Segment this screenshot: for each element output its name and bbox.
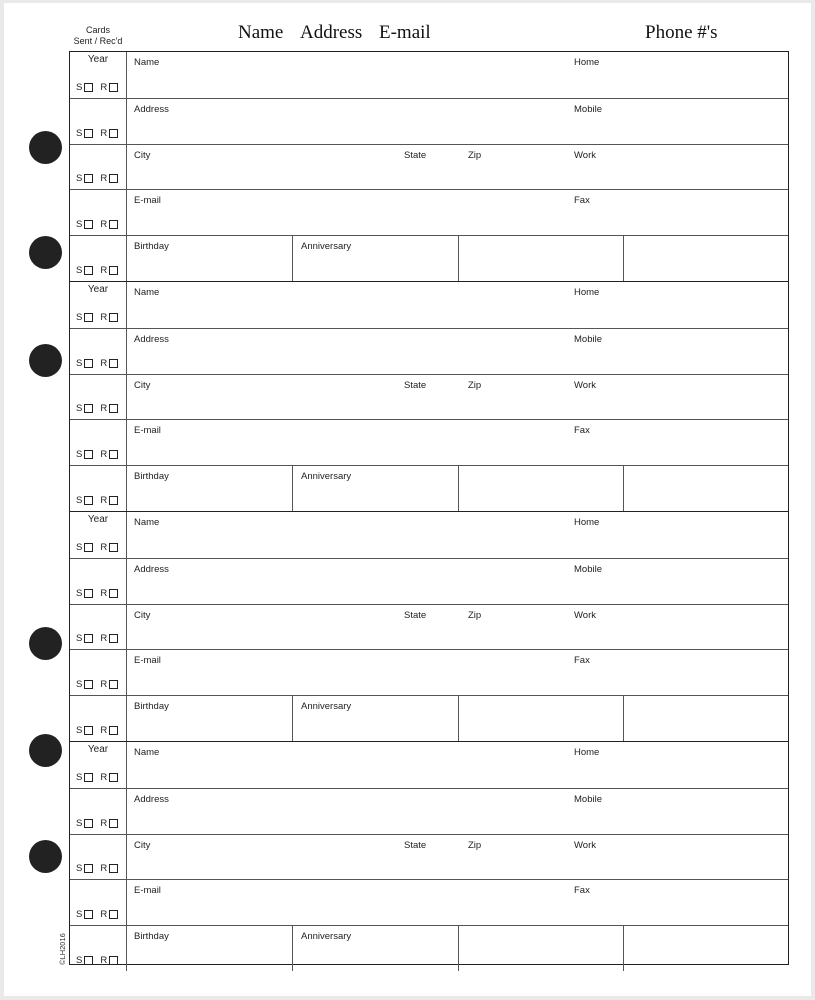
year-label: Year — [87, 743, 109, 755]
sent-received-checkboxes — [76, 542, 123, 553]
sent-checkbox[interactable] — [84, 956, 93, 965]
sent-label: S — [76, 633, 83, 645]
email-field-label: E-mail — [134, 195, 161, 207]
work-phone-field-label: Work — [574, 379, 596, 391]
cards-cell — [70, 420, 127, 465]
zip-field-label: Zip — [468, 379, 482, 391]
cards-cell — [70, 466, 127, 511]
city-field-label: City — [134, 609, 151, 621]
received-label: R — [100, 127, 108, 139]
year-label: Year — [87, 283, 109, 295]
cell-divider — [623, 926, 624, 971]
fax-field-label: Fax — [574, 195, 590, 207]
cards-cell — [70, 605, 127, 650]
header-phone: Phone #'s — [645, 22, 718, 43]
cell-divider — [458, 696, 459, 741]
header-address: Address — [300, 22, 363, 43]
sent-checkbox[interactable] — [84, 864, 93, 873]
cards-header-line1: Cards — [85, 25, 110, 35]
cards-header — [57, 25, 139, 47]
city-field-label: City — [134, 379, 151, 391]
cards-cell — [70, 375, 127, 420]
address-field-label: Address — [134, 793, 169, 805]
zip-field-label: Zip — [468, 149, 482, 161]
received-label: R — [100, 679, 108, 691]
contact-entry — [70, 741, 788, 971]
received-label: R — [100, 587, 108, 599]
fax-field-label: Fax — [574, 885, 590, 897]
name-field-label: Name — [134, 286, 160, 298]
received-label: R — [100, 909, 108, 921]
birthday-field-label: Birthday — [134, 241, 169, 253]
sent-received-checkboxes — [76, 495, 123, 506]
cards-cell — [70, 835, 127, 880]
cell-divider — [623, 466, 624, 511]
received-label: R — [100, 633, 108, 645]
cards-cell — [70, 190, 127, 235]
sent-label: S — [76, 494, 83, 506]
received-checkbox[interactable] — [109, 496, 118, 505]
cell-divider — [623, 236, 624, 281]
city-field-label: City — [134, 149, 151, 161]
cards-cell — [70, 145, 127, 190]
received-checkbox[interactable] — [109, 174, 118, 183]
received-checkbox[interactable] — [109, 404, 118, 413]
work-phone-field-label: Work — [574, 839, 596, 851]
received-checkbox[interactable] — [109, 589, 118, 598]
entry-row — [70, 649, 788, 695]
sent-checkbox[interactable] — [84, 83, 93, 92]
cards-cell — [70, 559, 127, 604]
entry-row — [70, 558, 788, 604]
binder-hole — [29, 734, 62, 767]
received-checkbox[interactable] — [109, 543, 118, 552]
cards-cell — [70, 926, 127, 971]
entry-row — [70, 235, 788, 281]
sent-label: S — [76, 403, 83, 415]
sent-label: S — [76, 679, 83, 691]
zip-field-label: Zip — [468, 609, 482, 621]
entry-row — [70, 788, 788, 834]
sent-checkbox[interactable] — [84, 910, 93, 919]
year-label: Year — [87, 54, 109, 65]
work-phone-field-label: Work — [574, 609, 596, 621]
sent-label: S — [76, 863, 83, 875]
received-checkbox[interactable] — [109, 726, 118, 735]
year-label: Year — [87, 513, 109, 525]
sent-received-checkboxes — [76, 955, 123, 966]
anniversary-field-label: Anniversary — [301, 701, 352, 713]
contact-entry — [70, 511, 788, 741]
sent-checkbox[interactable] — [84, 726, 93, 735]
cards-cell — [70, 789, 127, 834]
received-checkbox[interactable] — [109, 129, 118, 138]
entry-row — [70, 374, 788, 420]
received-checkbox[interactable] — [109, 956, 118, 965]
sent-received-checkboxes — [76, 772, 123, 783]
received-checkbox[interactable] — [109, 266, 118, 275]
received-checkbox[interactable] — [109, 819, 118, 828]
sent-label: S — [76, 127, 83, 139]
sent-checkbox[interactable] — [84, 450, 93, 459]
entry-row — [70, 98, 788, 144]
name-field-label: Name — [134, 57, 160, 68]
entry-row — [70, 604, 788, 650]
entry-row — [70, 834, 788, 880]
received-label: R — [100, 219, 108, 231]
received-label: R — [100, 403, 108, 415]
contact-entry — [70, 52, 788, 281]
work-phone-field-label: Work — [574, 149, 596, 161]
name-field-label: Name — [134, 516, 160, 528]
sent-label: S — [76, 909, 83, 921]
sent-label: S — [76, 311, 83, 323]
sent-label: S — [76, 771, 83, 783]
anniversary-field-label: Anniversary — [301, 471, 352, 483]
entry-row — [70, 695, 788, 741]
cell-divider — [458, 466, 459, 511]
state-field-label: State — [404, 149, 427, 161]
sent-received-checkboxes — [76, 909, 123, 920]
header-name: Name — [238, 22, 284, 43]
cell-divider — [623, 696, 624, 741]
sent-received-checkboxes — [76, 312, 123, 323]
sent-label: S — [76, 954, 83, 966]
binder-hole — [29, 236, 62, 269]
city-field-label: City — [134, 839, 151, 851]
cards-cell — [70, 52, 127, 98]
sent-checkbox[interactable] — [84, 496, 93, 505]
received-checkbox[interactable] — [109, 83, 118, 92]
received-checkbox[interactable] — [109, 313, 118, 322]
sent-label: S — [76, 173, 83, 185]
email-field-label: E-mail — [134, 425, 161, 437]
birthday-field-label: Birthday — [134, 471, 169, 483]
received-label: R — [100, 954, 108, 966]
entry-row — [70, 925, 788, 971]
sent-checkbox[interactable] — [84, 543, 93, 552]
home-phone-field-label: Home — [574, 746, 600, 758]
sent-received-checkboxes — [76, 588, 123, 599]
sent-received-checkboxes — [76, 219, 123, 230]
received-checkbox[interactable] — [109, 359, 118, 368]
name-field-label: Name — [134, 746, 160, 758]
binder-hole — [29, 131, 62, 164]
received-checkbox[interactable] — [109, 634, 118, 643]
sent-label: S — [76, 587, 83, 599]
sent-checkbox[interactable] — [84, 174, 93, 183]
zip-field-label: Zip — [468, 839, 482, 851]
anniversary-field-label: Anniversary — [301, 241, 352, 253]
received-checkbox[interactable] — [109, 864, 118, 873]
fax-field-label: Fax — [574, 655, 590, 667]
cell-divider — [292, 926, 293, 971]
received-label: R — [100, 863, 108, 875]
sent-received-checkboxes — [76, 725, 123, 736]
cards-cell — [70, 236, 127, 281]
sent-label: S — [76, 264, 83, 276]
mobile-phone-field-label: Mobile — [574, 103, 602, 115]
entry-row — [70, 742, 788, 788]
sent-received-checkboxes — [76, 863, 123, 874]
fax-field-label: Fax — [574, 425, 590, 437]
header-email: E-mail — [379, 22, 431, 43]
anniversary-field-label: Anniversary — [301, 931, 352, 943]
email-field-label: E-mail — [134, 885, 161, 897]
state-field-label: State — [404, 379, 427, 391]
received-label: R — [100, 173, 108, 185]
received-label: R — [100, 357, 108, 369]
sent-checkbox[interactable] — [84, 129, 93, 138]
received-label: R — [100, 771, 108, 783]
sent-checkbox[interactable] — [84, 773, 93, 782]
mobile-phone-field-label: Mobile — [574, 563, 602, 575]
copyright-text: ©LH2016 — [58, 933, 67, 965]
received-checkbox[interactable] — [109, 680, 118, 689]
cell-divider — [458, 236, 459, 281]
received-label: R — [100, 311, 108, 323]
birthday-field-label: Birthday — [134, 931, 169, 943]
address-field-label: Address — [134, 103, 169, 115]
cell-divider — [292, 236, 293, 281]
received-checkbox[interactable] — [109, 910, 118, 919]
state-field-label: State — [404, 839, 427, 851]
cards-header-line2: Sent / Rec'd — [73, 36, 123, 46]
sent-received-checkboxes — [76, 82, 123, 93]
email-field-label: E-mail — [134, 655, 161, 667]
sent-label: S — [76, 357, 83, 369]
received-checkbox[interactable] — [109, 450, 118, 459]
cards-cell — [70, 282, 127, 328]
received-label: R — [100, 449, 108, 461]
cards-cell — [70, 329, 127, 374]
cards-cell — [70, 696, 127, 741]
received-label: R — [100, 81, 108, 93]
home-phone-field-label: Home — [574, 516, 600, 528]
entry-row — [70, 282, 788, 328]
entry-row — [70, 879, 788, 925]
binder-hole — [29, 344, 62, 377]
sent-received-checkboxes — [76, 265, 123, 276]
cell-divider — [458, 926, 459, 971]
mobile-phone-field-label: Mobile — [574, 333, 602, 345]
sent-received-checkboxes — [76, 818, 123, 829]
sent-received-checkboxes — [76, 358, 123, 369]
received-checkbox[interactable] — [109, 773, 118, 782]
sent-checkbox[interactable] — [84, 266, 93, 275]
cards-cell — [70, 512, 127, 558]
contact-entry — [70, 281, 788, 511]
sent-checkbox[interactable] — [84, 220, 93, 229]
received-label: R — [100, 541, 108, 553]
sent-checkbox[interactable] — [84, 634, 93, 643]
entry-row — [70, 328, 788, 374]
entry-row — [70, 512, 788, 558]
received-label: R — [100, 817, 108, 829]
binder-hole — [29, 627, 62, 660]
sent-label: S — [76, 541, 83, 553]
home-phone-field-label: Home — [574, 286, 600, 298]
sent-label: S — [76, 219, 83, 231]
sent-checkbox[interactable] — [84, 589, 93, 598]
cell-divider — [292, 696, 293, 741]
entry-row — [70, 189, 788, 235]
entry-row — [70, 419, 788, 465]
contact-form — [69, 51, 789, 965]
sent-label: S — [76, 724, 83, 736]
state-field-label: State — [404, 609, 427, 621]
sent-received-checkboxes — [76, 403, 123, 414]
home-phone-field-label: Home — [574, 57, 600, 68]
sent-label: S — [76, 817, 83, 829]
cards-cell — [70, 742, 127, 788]
address-field-label: Address — [134, 563, 169, 575]
received-checkbox[interactable] — [109, 220, 118, 229]
received-label: R — [100, 494, 108, 506]
cards-cell — [70, 650, 127, 695]
address-field-label: Address — [134, 333, 169, 345]
cards-cell — [70, 880, 127, 925]
sent-checkbox[interactable] — [84, 359, 93, 368]
sent-checkbox[interactable] — [84, 313, 93, 322]
sent-label: S — [76, 449, 83, 461]
sent-received-checkboxes — [76, 679, 123, 690]
entry-row — [70, 52, 788, 98]
sent-label: S — [76, 81, 83, 93]
birthday-field-label: Birthday — [134, 701, 169, 713]
sent-checkbox[interactable] — [84, 404, 93, 413]
received-label: R — [100, 724, 108, 736]
cards-cell — [70, 99, 127, 144]
mobile-phone-field-label: Mobile — [574, 793, 602, 805]
entry-row — [70, 465, 788, 511]
sent-received-checkboxes — [76, 173, 123, 184]
sent-received-checkboxes — [76, 633, 123, 644]
received-label: R — [100, 264, 108, 276]
cell-divider — [292, 466, 293, 511]
sent-received-checkboxes — [76, 128, 123, 139]
sent-checkbox[interactable] — [84, 680, 93, 689]
sent-checkbox[interactable] — [84, 819, 93, 828]
entry-row — [70, 144, 788, 190]
sent-received-checkboxes — [76, 449, 123, 460]
binder-hole — [29, 840, 62, 873]
